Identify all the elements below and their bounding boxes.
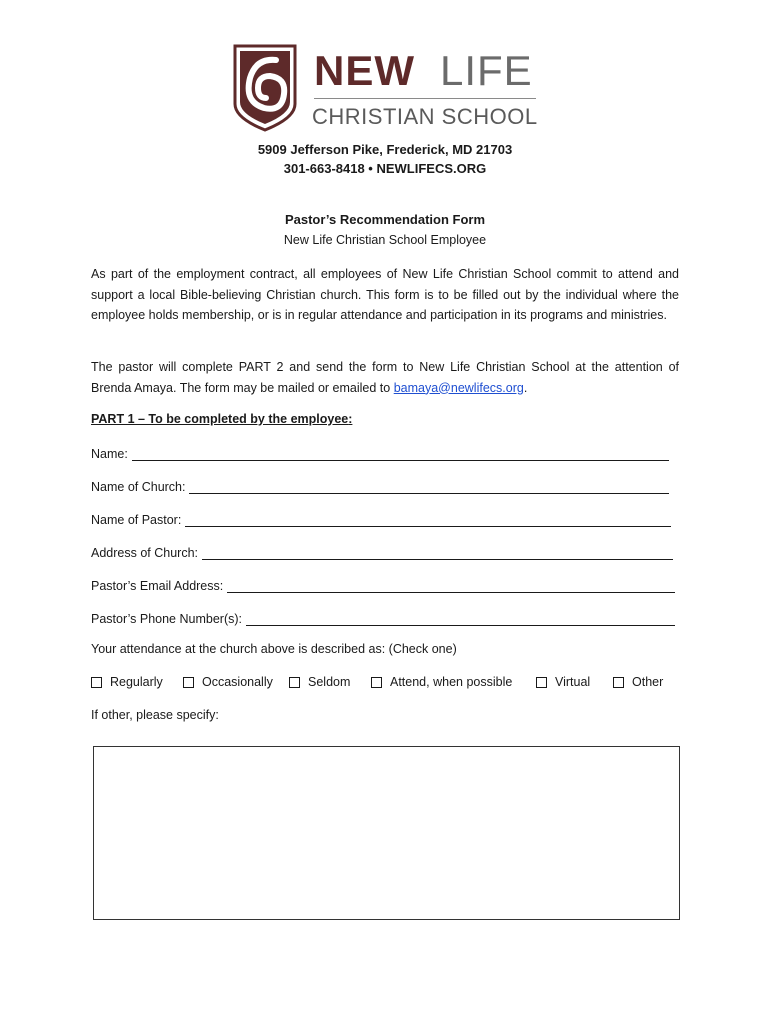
school-logo (232, 44, 542, 132)
pastor-name-field[interactable] (91, 509, 671, 527)
part1-heading (91, 412, 352, 426)
logo-divider (314, 98, 536, 99)
option-label: Occasionally (202, 675, 273, 689)
logo-word-new: NEW (314, 47, 415, 94)
form-title: Pastor’s Recommendation Form (284, 212, 486, 227)
name-field[interactable] (91, 443, 669, 461)
instructions-text: The pastor will complete PART 2 and send the form to New Life Christian School at the attention of Brenda Amaya. The form may be mailed or emailed to (91, 360, 679, 395)
instructions-paragraph (91, 357, 679, 398)
other-specify-label: If other, please specify: (91, 708, 219, 722)
pastor-phone-field[interactable] (91, 608, 675, 626)
checkbox[interactable] (371, 677, 382, 688)
option-label: Virtual (555, 675, 591, 689)
email-link[interactable]: bamaya@newlifecs.org (393, 380, 524, 395)
checkbox[interactable] (613, 677, 624, 688)
form-subtitle: New Life Christian School Employee (283, 233, 487, 247)
option-label: Attend, when possible (390, 675, 513, 689)
pastor-name-input-line[interactable] (185, 514, 671, 527)
option-occasionally[interactable] (183, 675, 273, 689)
checkbox[interactable] (536, 677, 547, 688)
logo-word-life: LIFE (440, 47, 533, 94)
church-address-label: Address of Church: (91, 546, 198, 560)
option-other[interactable] (613, 675, 663, 689)
part1-heading-text: PART 1 – To be completed by the employee (91, 412, 349, 426)
pastor-name-label: Name of Pastor: (91, 513, 182, 527)
church-name-field[interactable] (91, 476, 669, 494)
pastor-phone-input-line[interactable] (246, 613, 675, 626)
pastor-email-field[interactable] (91, 575, 675, 593)
part1-heading-colon: : (348, 412, 353, 426)
pastor-email-label: Pastor’s Email Address: (91, 579, 224, 593)
option-label: Other (632, 675, 664, 689)
church-name-input-line[interactable] (189, 481, 669, 494)
church-name-label: Name of Church: (91, 480, 186, 494)
church-address-input-line[interactable] (202, 547, 673, 560)
name-label: Name: (91, 447, 128, 461)
school-address: 5909 Jefferson Pike, Frederick, MD 21703 (257, 142, 513, 157)
option-label: Seldom (308, 675, 351, 689)
pastor-email-input-line[interactable] (227, 580, 675, 593)
church-address-field[interactable] (91, 542, 673, 560)
attendance-question: Your attendance at the church above is described as: (Check one) (91, 642, 457, 656)
option-regularly[interactable] (91, 675, 163, 689)
shield-swirl-icon (232, 44, 298, 132)
checkbox[interactable] (183, 677, 194, 688)
instructions-end: . (523, 380, 528, 395)
school-contact: 301-663-8418 • NEWLIFECS.ORG (283, 161, 487, 176)
intro-paragraph: As part of the employment contract, all employees of New Life Christian School commit to attend and support a local Bible-believing Christian church. This form is to be filled out by the individual where the employee holds membership, or is in regular attendance and participation in its programs and ministries. (91, 267, 679, 322)
checkbox[interactable] (91, 677, 102, 688)
name-input-line[interactable] (132, 448, 669, 461)
option-seldom[interactable] (289, 675, 350, 689)
pastor-phone-label: Pastor’s Phone Number(s): (91, 612, 242, 626)
logo-subtitle: CHRISTIAN SCHOOL (312, 104, 538, 129)
option-virtual[interactable] (536, 675, 590, 689)
other-specify-textarea[interactable] (93, 746, 680, 920)
checkbox[interactable] (289, 677, 300, 688)
option-label: Regularly (110, 675, 163, 689)
option-attend-when-possible[interactable] (371, 675, 512, 689)
